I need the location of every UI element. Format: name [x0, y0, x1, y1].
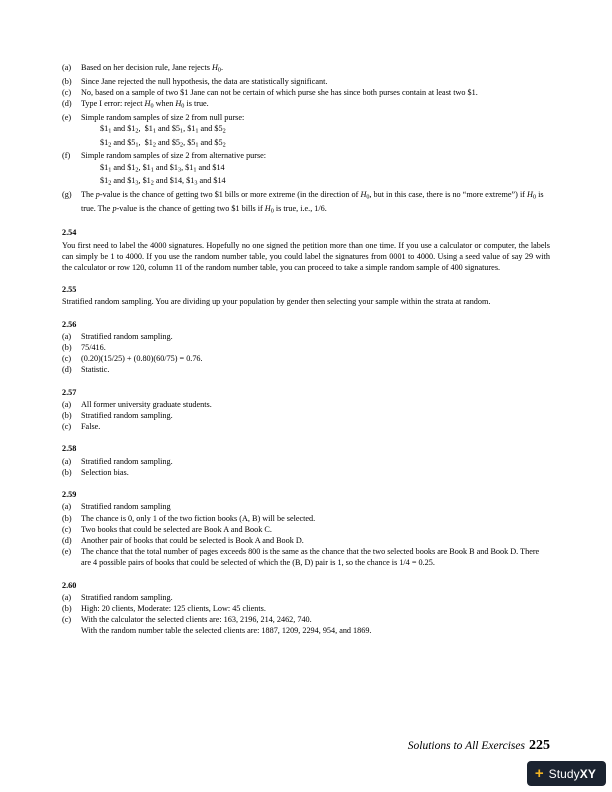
item-label: (c) — [62, 524, 72, 534]
list-item — [62, 410, 550, 421]
item-label: (f) — [62, 151, 71, 161]
sample-line — [100, 162, 550, 176]
list-item-continuation — [81, 625, 550, 636]
answer-block-260 — [62, 580, 550, 637]
brand-name-part2: XY — [579, 766, 596, 781]
list-item — [62, 513, 550, 524]
list-item — [62, 353, 550, 364]
list-item — [62, 614, 550, 625]
exercise-number: 2.58 — [62, 444, 77, 454]
item-text: $\$1_1$ and $\$1_2$, $\$1_1$ and $\$5_1$, $\$1_1$ and $\$5_2$ — [100, 124, 226, 135]
item-text: No, based on a sample of two $1 Jane can not be certain of which purse she has since both purses contain at least two $1. — [81, 87, 478, 97]
item-text: All former university graduate students. — [81, 399, 212, 409]
list-item — [62, 535, 550, 546]
answer-block-254 — [62, 227, 550, 273]
item-text: The chance that the total number of pages exceeds 800 is the same as the chance that the two selected books are Book B and Book D. There are 4 possible pairs of books that could be selected of which the (B, D) pair is 1, so the chance is 1/4 = 0.25. — [81, 547, 540, 568]
list-item — [62, 456, 550, 467]
sample-line — [100, 175, 550, 189]
item-label: (g) — [62, 190, 72, 200]
item-label: (b) — [62, 603, 72, 613]
answer-block-255 — [62, 284, 550, 307]
item-text: With the calculator the selected clients are: 163, 2196, 214, 2462, 740. — [81, 615, 312, 625]
list-item — [62, 467, 550, 478]
item-text: Since Jane rejected the null hypothesis, the data are statistically significant. — [81, 76, 328, 86]
item-label: (a) — [62, 331, 72, 341]
answer-block-257 — [62, 387, 550, 433]
item-text: Stratified random sampling. — [81, 331, 173, 341]
item-text: Simple random samples of size 2 from null purse: — [81, 112, 245, 122]
sample-line — [100, 137, 550, 151]
brand-name — [549, 767, 596, 781]
page-content — [62, 62, 550, 637]
list-item — [62, 364, 550, 375]
item-label: (d) — [62, 99, 72, 109]
item-label: (e) — [62, 547, 72, 557]
page-footer — [408, 736, 550, 754]
item-label: (b) — [62, 467, 72, 477]
list-item — [62, 524, 550, 535]
item-text: Simple random samples of size 2 from alternative purse: — [81, 151, 267, 161]
exercise-number: 2.54 — [62, 228, 77, 238]
item-label: (c) — [62, 87, 72, 97]
exercise-number: 2.59 — [62, 490, 77, 500]
item-text: 75/416. — [81, 343, 106, 353]
list-item — [62, 421, 550, 432]
studyxy-watermark — [527, 761, 606, 786]
list-item — [62, 501, 550, 512]
item-text: High: 20 clients, Moderate: 125 clients, Low: 45 clients. — [81, 603, 266, 613]
exercise-number: 2.56 — [62, 319, 77, 329]
brand-name-part1: Study — [548, 766, 580, 781]
sample-line — [100, 123, 550, 137]
item-text: Stratified random sampling. — [81, 411, 173, 421]
item-text: Stratified random sampling. — [81, 456, 173, 466]
item-label: (a) — [62, 502, 72, 512]
item-text: $\$1_2$ and $\$5_1$, $\$1_2$ and $\$5_2$, $\$5_1$ and $\$5_2$ — [100, 137, 226, 149]
exercise-paragraph: You first need to label the 4000 signatures. Hopefully no one signed the petition more than one time. If you use a calculator or computer, the labels can simply be 1 to 4000. If you use the random number table, you could label the signatures from 0001 to 4000. Using a seed value of say 29 with the calculator or row 120, column 11 of the random number table, you can proceed to take a simple random sample of 400 signatures. — [62, 240, 550, 273]
item-text: Based on her decision rule, Jane rejects $H_0$. — [81, 63, 224, 74]
item-text: Type I error: reject $H_0$ when $H_0$ is true. — [81, 99, 209, 110]
page-number: 225 — [529, 738, 550, 753]
item-label: (b) — [62, 411, 72, 421]
list-item — [62, 592, 550, 603]
item-label: (d) — [62, 535, 72, 545]
item-label: (a) — [62, 63, 72, 72]
list-item — [62, 112, 550, 123]
item-text: False. — [81, 422, 101, 432]
item-label: (b) — [62, 76, 72, 86]
exercise-number: 2.57 — [62, 387, 77, 397]
item-text: Statistic. — [81, 365, 110, 375]
item-text: Stratified random sampling — [81, 502, 171, 512]
item-text: Selection bias. — [81, 467, 129, 477]
item-text: The p-value is the chance of getting two $1 bills or more extreme (in the direction of $H_0$, but in this case, there is no “more extreme”) if $H_0$ is true. The p-value is the chance of getting two $1 bills if $H_0$ is true, i.e., 1/6. — [81, 190, 544, 215]
item-text: With the random number table the selected clients are: 1887, 1209, 2294, 954, and 1869. — [81, 626, 372, 636]
item-text: (0.20)(15/25) + (0.80)(60/75) = 0.76. — [81, 354, 203, 364]
item-text: Two books that could be selected are Book A and Book C. — [81, 524, 272, 534]
list-item — [62, 98, 550, 112]
answer-block-256 — [62, 319, 550, 376]
answer-block-259 — [62, 489, 550, 568]
plus-icon: + — [534, 765, 544, 782]
answer-block-258 — [62, 443, 550, 478]
answer-block-253 — [62, 62, 550, 216]
list-item — [62, 399, 550, 410]
item-text: Stratified random sampling. — [81, 592, 173, 602]
item-label: (c) — [62, 615, 72, 625]
item-label: (c) — [62, 422, 72, 432]
exercise-paragraph: Stratified random sampling. You are dividing up your population by gender then selecting your sample within the strata at random. — [62, 297, 491, 307]
item-text: The chance is 0, only 1 of the two fiction books (A, B) will be selected. — [81, 513, 316, 523]
list-item — [62, 342, 550, 353]
item-label: (d) — [62, 365, 72, 375]
item-label: (e) — [62, 112, 72, 122]
list-item — [62, 76, 550, 87]
list-item — [62, 331, 550, 342]
item-label: (a) — [62, 456, 72, 466]
list-item — [62, 87, 550, 98]
footer-title: Solutions to All Exercises — [407, 740, 525, 752]
exercise-number: 2.60 — [62, 580, 77, 590]
item-label: (a) — [62, 592, 72, 602]
list-item — [62, 62, 550, 76]
item-text: $\$1_2$ and $\$1_3$, $\$1_2$ and $14, $\$1_3$ and $14 — [100, 176, 226, 187]
list-item — [62, 189, 550, 216]
item-text: Another pair of books that could be selected is Book A and Book D. — [81, 535, 304, 545]
list-item — [62, 546, 550, 568]
list-item — [62, 603, 550, 614]
list-item — [62, 150, 550, 161]
item-label: (a) — [62, 399, 72, 409]
item-label: (b) — [62, 513, 72, 523]
item-label: (c) — [62, 354, 72, 364]
exercise-number: 2.55 — [62, 285, 77, 295]
item-text: $\$1_1$ and $\$1_2$, $\$1_1$ and $\$1_3$, $\$1_1$ and $14 — [100, 162, 225, 174]
item-label: (b) — [62, 343, 72, 353]
